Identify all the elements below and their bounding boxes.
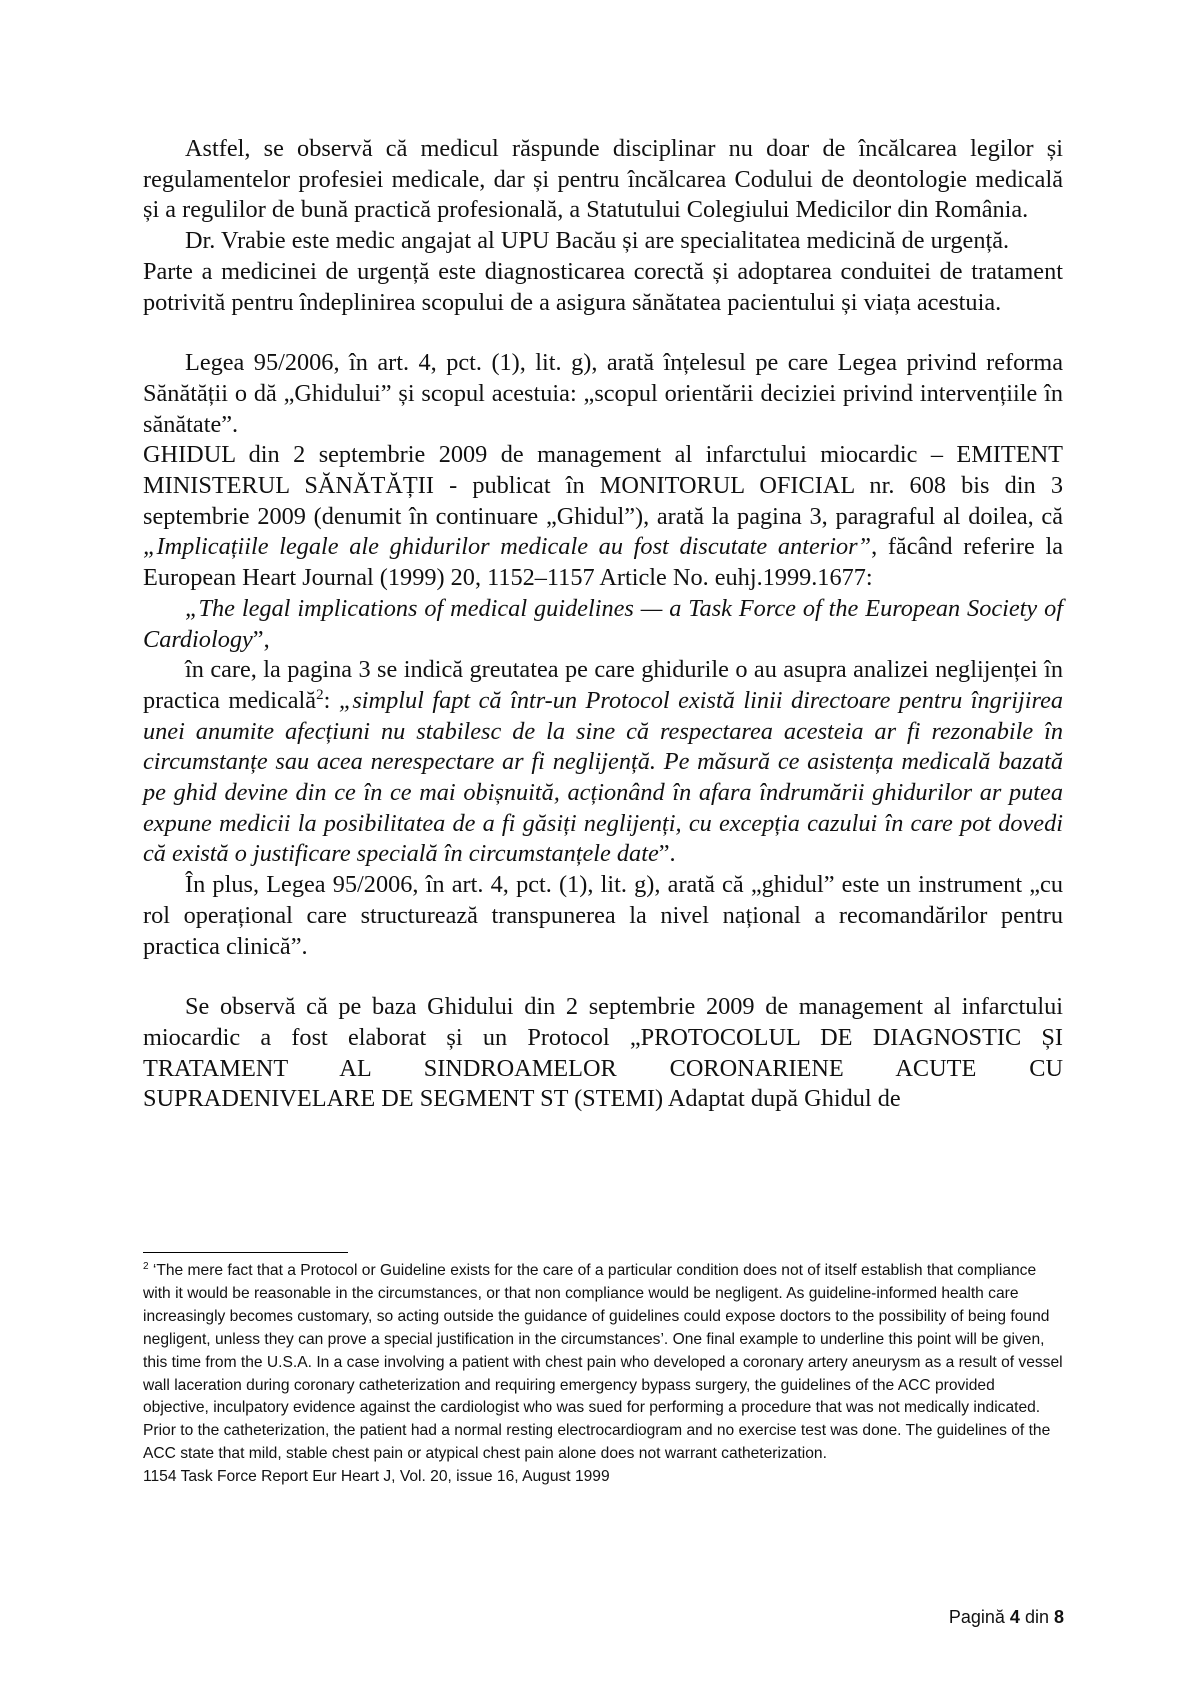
page-number [949,1607,1064,1628]
italic-quote: „simplul fapt că într-un Protocol există linii directoare pentru îngrijirea unei anumite afecțiuni nu stabilesc de la sine că respectarea acesteia ar fi rezonabile în circumstanțe sau acea nerespectare ar fi neglijență. Pe măsură ce asistența medicală bazată pe ghid devine din ce în ce mai obișnuită, acționând în afara îndrumării ghidurilor ar putea expune medicii la posibilitatea de a fi găsiți neglijenți, cu excepția cazului în care pot dovedi că există o justificare specială în circumstanțele date [143,686,1064,868]
text-run: : [323,686,339,714]
paragraph [143,655,1063,870]
text-run: ”. [658,840,676,868]
page-total: 8 [1053,1607,1064,1627]
footnote-separator [143,1252,348,1253]
italic-quote: „Implicațiile legale ale ghidurilor medicale au fost discutate anterior” [143,533,872,561]
footnote [143,1260,1063,1489]
footnote-reference: 2 [316,686,324,703]
page-separator: din [1024,1607,1049,1627]
text-run: ”, [252,625,270,653]
paragraph: Se observă că pe baza Ghidului din 2 septembrie 2009 de management al infarctului miocardic a fost elaborat și un Protocol „PROTOCOLUL DE DIAGNOSTIC ȘI TRATAMENT AL SINDROAMELOR CORONARIENE ACUTE CU SUPRADENIVELARE DE SEGMENT ST (STEMI) Adaptat după Ghidul de [143,993,1063,1113]
text-run: , făcând referire la European Heart Journal (1999) 20, 1152–1157 Article No. euhj.1999.1677: [143,533,1063,592]
paragraph: Astfel, se observă că medicul răspunde disciplinar nu doar de încălcarea legilor și regulamentelor profesiei medicale, dar și pentru încălcarea Codului de deontologie medicală și a regulilor de bună practică profesională, a Statutului Colegiului Medicilor din România. [143,135,1063,224]
footnote-text [143,1260,1063,1466]
paragraph [143,440,1063,594]
footnote-marker: 2 [143,1260,149,1272]
italic-quote: „The legal implications of medical guidelines — a Task Force of the European Society of Cardiology [143,594,1063,653]
paragraph: Legea 95/2006, în art. 4, pct. (1), lit. g), arată înțelesul pe care Legea privind reforma Sănătății o dă „Ghidului” și scopul acestuia: „scopul orientării deciziei privind intervențiile în sănătate”. [143,349,1063,438]
paragraph: Parte a medicinei de urgență este diagnosticarea corectă și adoptarea conduitei de tratament potrivită pentru îndeplinirea scopului de a asigura sănătatea pacientului și viața acestuia. [143,257,1063,316]
text-run: GHIDUL din 2 septembrie 2009 de management al infarctului miocardic – EMITENT MINISTERUL SĂNĂTĂȚII - publicat în MONITORUL OFICIAL nr. 608 bis din 3 septembrie 2009 (denumit în continuare „Ghidul”), arată la pagina 3, paragraful al doilea, că [143,441,1063,530]
paragraph: În plus, Legea 95/2006, în art. 4, pct. (1), lit. g), arată că „ghidul” este un instrument „cu rol operațional care structurează transpunerea la nivel național a recomandărilor pentru practica clinică”. [143,871,1063,960]
paragraph [143,594,1063,655]
page-current: 4 [1009,1607,1020,1627]
text-run: ‘The mere fact that a Protocol or Guideline exists for the care of a particular condition does not of itself establish that compliance with it would be reasonable in the circumstances, or that non compliance would be negligent. As guideline-informed health care increasingly becomes customary, so acting outside the guidance of guidelines could expose doctors to the possibility of being found negligent, unless they can prove a special justification in the circumstances’. One final example to underline this point will be given, this time from the U.S.A. In a case involving a patient with chest pain who developed a coronary artery aneurysm as a result of vessel wall laceration during coronary catheterization and requiring emergency bypass surgery, the guidelines of the ACC provided objective, inculpatory evidence against the cardiologist who was sued for performing a procedure that was not medically indicated. Prior to the catheterization, the patient had a normal resting electrocardiogram and no exercise test was done. The guidelines of the ACC state that mild, stable chest pain or atypical chest pain alone does not warrant catheterization. [143,1262,1063,1463]
document-body [143,134,1063,1115]
paragraph: Dr. Vrabie este medic angajat al UPU Bacău și are specialitatea medicină de urgență. [185,227,1010,255]
page-label: Pagină [948,1607,1005,1627]
text-run: în care, la pagina 3 se indică greutatea pe care ghidurile o au asupra analizei neglijenței în practica medicală [143,656,1063,714]
footnote-source: 1154 Task Force Report Eur Heart J, Vol. 20, issue 16, August 1999 [143,1468,610,1486]
